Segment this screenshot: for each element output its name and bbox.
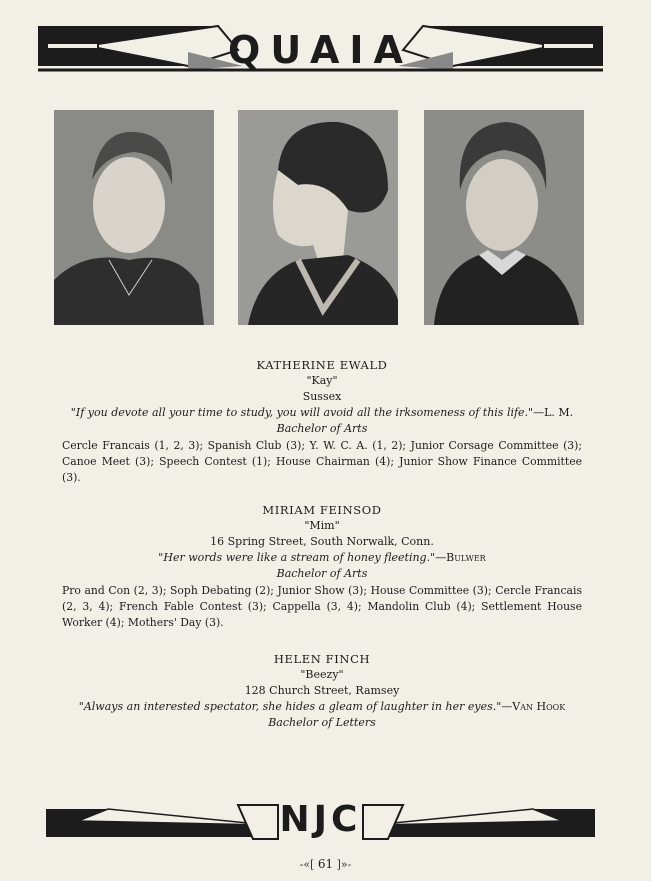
portrait-3-image [424,110,584,325]
student-quote: "If you devote all your time to study, you will avoid all the irksomeness of this life." [70,406,534,419]
student-address: Sussex [302,390,342,403]
quote-attribution: —Van Hook [501,700,566,713]
quote-attribution: —L. M. [533,406,574,419]
student-nickname: "Mim" [304,519,340,532]
page-number-line [0,857,651,871]
portrait-photo-2 [238,110,398,325]
student-activities: Pro and Con (2, 3); Soph Debating (2); Junior Show (3); House Committee (3); Cercle Francais (2, 3, 4); French Fable Contest (3); Cappella (3, 4); Mandolin Club (4); Settlement House Worker (4); Mothers' Day (3). [62,584,582,629]
student-entry-3 [62,651,582,731]
page-number-ornament-left: -«[ [299,858,318,871]
student-entry-2 [62,502,582,631]
student-degree: Bachelor of Arts [276,422,368,435]
portrait-photo-3 [424,110,584,325]
student-name: KATHERINE EWALD [256,358,388,372]
student-nickname: "Kay" [306,374,338,387]
student-quote-line [62,550,582,566]
footer-banner [38,795,603,845]
page-number-ornament-right: ]»- [333,858,352,871]
page-number: 61 [317,857,334,871]
student-quote: "Her words were like a stream of honey fleeting." [158,551,436,564]
student-degree: Bachelor of Letters [268,716,376,729]
portrait-photo-1 [54,110,214,325]
student-degree: Bachelor of Arts [276,567,368,580]
student-entry-1 [62,357,582,486]
student-quote-line [62,405,582,421]
header-word: QUAIA [228,28,413,72]
quote-attribution: —Bulwer [435,551,486,564]
student-name: HELEN FINCH [273,652,371,666]
footer-word: NJC [279,799,362,840]
student-activities: Cercle Francais (1, 2, 3); Spanish Club (3); Y. W. C. A. (1, 2); Junior Corsage Committee (3); Canoe Meet (3); Speech Contest (1); House Chairman (4); Junior Show Finance Committee (3). [62,439,582,484]
portrait-2-image [238,110,398,325]
student-quote: "Always an interested spectator, she hides a gleam of laughter in her eyes." [78,700,502,713]
student-address: 16 Spring Street, South Norwalk, Conn. [210,535,434,548]
student-nickname: "Beezy" [300,668,344,681]
student-address: 128 Church Street, Ramsey [244,684,400,697]
portrait-1-image [54,110,214,325]
header-banner [38,22,603,74]
student-name: MIRIAM FEINSOD [262,503,382,517]
student-quote-line [62,699,582,715]
